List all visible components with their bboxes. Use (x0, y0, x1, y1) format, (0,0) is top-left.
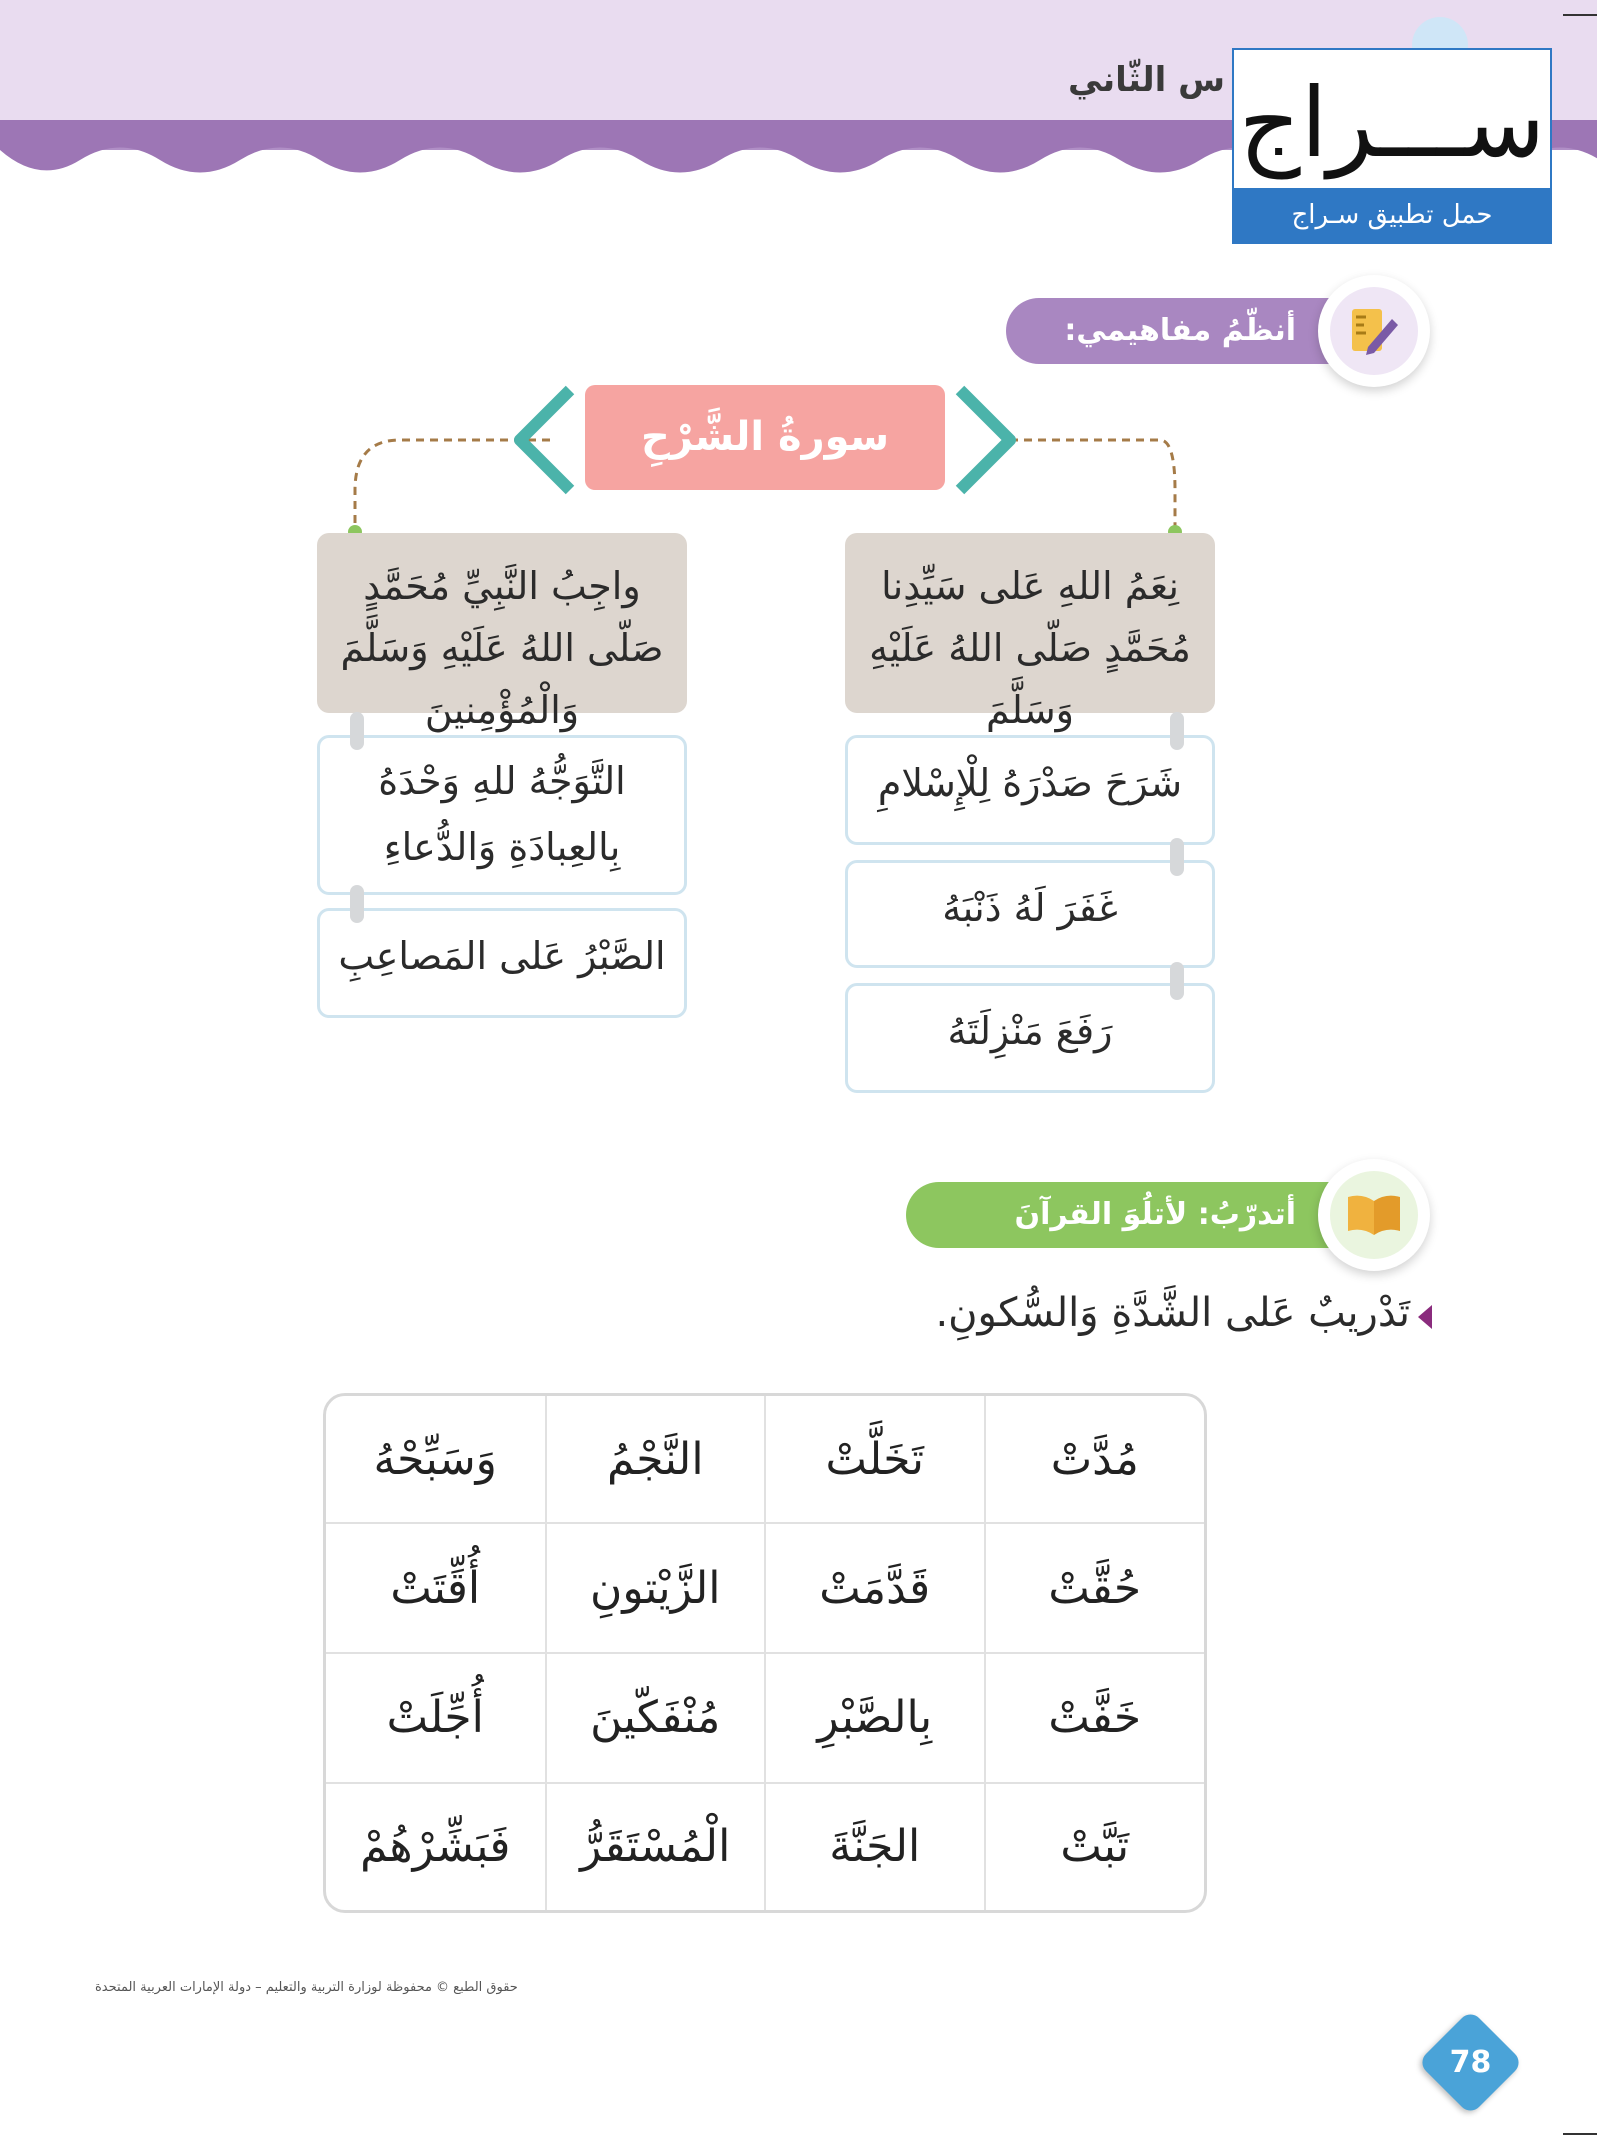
table-row (326, 1523, 1204, 1653)
word-cell: الْمُسْتَقَرُّ (546, 1783, 766, 1910)
word-cell: تَخَلَّتْ (765, 1396, 985, 1523)
crop-mark (1563, 2133, 1597, 2135)
pencil-ruler-icon (1318, 275, 1430, 387)
word-cell: خَفَّتْ (985, 1653, 1205, 1783)
right-column-heading: نِعَمُ اللهِ عَلى سَيِّدِنا مُحَمَّدٍ صَلّى اللهُ عَلَيْهِ وَسَلَّمَ (845, 533, 1215, 713)
table-row (326, 1783, 1204, 1910)
connector (350, 885, 364, 923)
connector (350, 712, 364, 750)
right-item-3: رَفَعَ مَنْزِلَتَهُ (845, 983, 1215, 1093)
pencil-ruler-glyph (1346, 303, 1402, 359)
right-item-1: شَرَحَ صَدْرَهُ لِلْإِسْلامِ (845, 735, 1215, 845)
word-grid (323, 1393, 1207, 1913)
organize-concepts-heading: أنظّمُ مفاهيمي: (1006, 298, 1426, 364)
open-book-glyph (1344, 1193, 1404, 1237)
word-cell: النَّجْمُ (546, 1396, 766, 1523)
left-column-heading: واجِبُ النَّبِيِّ مُحَمَّدٍ صَلّى اللهُ عَلَيْهِ وَسَلَّمَ وَالْمُؤْمِنينَ (317, 533, 687, 713)
word-cell: وَسَبِّحْهُ (326, 1396, 546, 1523)
word-cell: الزَّيْتونِ (546, 1523, 766, 1653)
word-cell: حُقَّتْ (985, 1523, 1205, 1653)
siraj-logo[interactable] (1232, 48, 1552, 244)
left-item-2: الصَّبْرُ عَلى المَصاعِبِ (317, 908, 687, 1018)
left-item-1: التَّوَجُّهُ للهِ وَحْدَهُ بِالعِبادَةِ وَالدُّعاءِ (317, 735, 687, 895)
word-cell: مُنْفَكّينَ (546, 1653, 766, 1783)
open-book-icon (1318, 1159, 1430, 1271)
practice-instruction: تَدْريبٌ عَلى الشَّدَّةِ وَالسُّكونِ. (935, 1290, 1410, 1336)
word-cell: تَبَّتْ (985, 1783, 1205, 1910)
crop-mark (1563, 14, 1597, 16)
right-item-2: غَفَرَ لَهُ ذَنْبَهُ (845, 860, 1215, 968)
word-cell: أُقِّتَتْ (326, 1523, 546, 1653)
word-cell: قَدَّمَتْ (765, 1523, 985, 1653)
practice-heading: أتدرّبُ: لأتلُوَ القرآنَ الكريمَ: (906, 1182, 1426, 1248)
page-number: 78 (1449, 2045, 1492, 2080)
word-cell: بِالصَّبْرِ (765, 1653, 985, 1783)
copyright-note: حقوق الطبع © محفوظة لوزارة التربية والتعليم – دولة الإمارات العربية المتحدة (95, 1980, 518, 1995)
lesson-title: س الثّاني (1068, 60, 1225, 100)
table-row (326, 1653, 1204, 1783)
connector (1170, 838, 1184, 876)
connector (1170, 962, 1184, 1000)
logo-download-strip[interactable]: حمل تطبيق سـراج (1234, 188, 1550, 242)
table-row (326, 1396, 1204, 1523)
word-cell: أُجِّلَتْ (326, 1653, 546, 1783)
bullet-marker (1418, 1305, 1432, 1329)
concept-map-title: سورةُ الشَّرْحِ (585, 385, 945, 490)
connector (1170, 712, 1184, 750)
word-cell: مُدَّتْ (985, 1396, 1205, 1523)
word-cell: فَبَشِّرْهُمْ (326, 1783, 546, 1910)
word-cell: الجَنَّةَ (765, 1783, 985, 1910)
logo-word: ســـراج (1238, 67, 1546, 179)
